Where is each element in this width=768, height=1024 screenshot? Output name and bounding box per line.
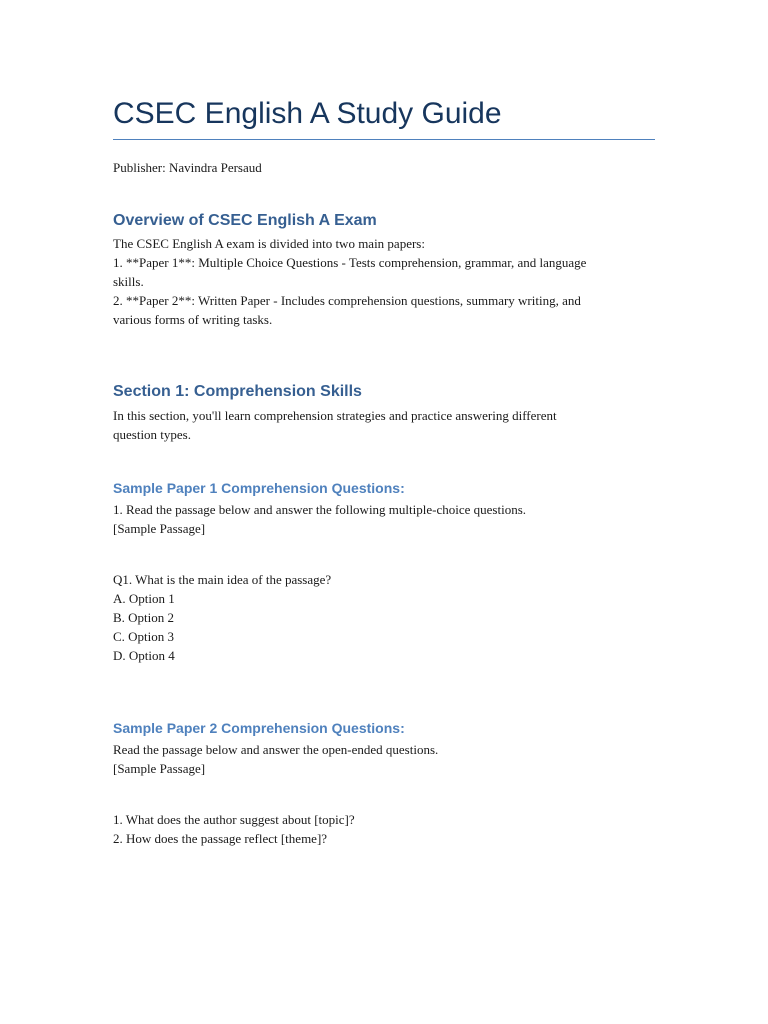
paper2-question-block (113, 810, 655, 848)
open-question: 1. What does the author suggest about [topic]? (113, 812, 355, 827)
answer-option: D. Option 4 (113, 648, 175, 663)
answer-option: C. Option 3 (113, 629, 175, 644)
paper1-heading: Sample Paper 1 Comprehension Questions: (113, 480, 405, 496)
open-question: 2. How does the passage reflect [theme]? (113, 831, 328, 846)
overview-line: various forms of writing tasks. (113, 312, 273, 327)
question-text: Q1. What is the main idea of the passage? (113, 572, 332, 587)
section1-line: question types. (113, 427, 191, 442)
section1-paragraph (113, 406, 655, 444)
paper2-heading: Sample Paper 2 Comprehension Questions: (113, 720, 405, 736)
overview-heading: Overview of CSEC English A Exam (113, 212, 377, 229)
paper2-intro (113, 740, 655, 778)
document-title: CSEC English A Study Guide (113, 97, 502, 130)
overview-paragraph (113, 234, 655, 329)
paper1-intro-line: 1. Read the passage below and answer the following multiple-choice questions. (113, 502, 527, 517)
overview-line: 1. **Paper 1**: Multiple Choice Questions - Tests comprehension, grammar, and language (113, 255, 587, 270)
section1-heading: Section 1: Comprehension Skills (113, 383, 362, 400)
paper2-intro-line: Read the passage below and answer the open-ended questions. (113, 742, 439, 757)
paper1-intro-line: [Sample Passage] (113, 521, 206, 536)
overview-line: 2. **Paper 2**: Written Paper - Includes comprehension questions, summary writing, and (113, 293, 581, 308)
answer-option: B. Option 2 (113, 610, 175, 625)
paper2-intro-line: [Sample Passage] (113, 761, 206, 776)
title-underline (113, 139, 655, 140)
answer-option: A. Option 1 (113, 591, 175, 606)
paper1-intro (113, 500, 655, 538)
paper1-question-block (113, 570, 655, 665)
publisher-line: Publisher: Navindra Persaud (113, 160, 262, 175)
overview-line: The CSEC English A exam is divided into two main papers: (113, 236, 425, 251)
section1-line: In this section, you'll learn comprehension strategies and practice answering different (113, 408, 557, 423)
overview-line: skills. (113, 274, 144, 289)
